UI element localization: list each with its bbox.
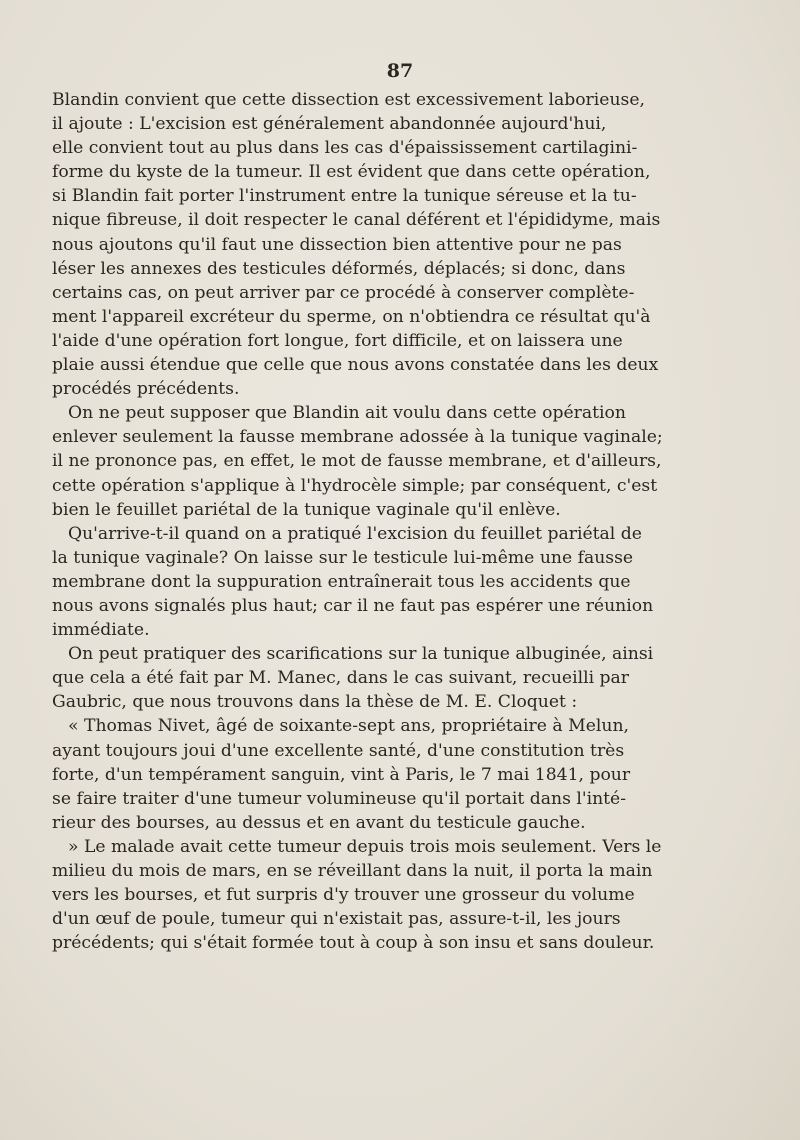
text-line: précédents; qui s'était formée tout à coup à son insu et sans douleur. bbox=[52, 933, 655, 954]
text-line: nique fibreuse, il doit respecter le canal déférent et l'épididyme, mais bbox=[52, 210, 661, 231]
text-line: la tunique vaginale? On laisse sur le testicule lui-même une fausse bbox=[52, 547, 634, 568]
paragraph bbox=[52, 401, 663, 521]
text-line: plaie aussi étendue que celle que nous avons constatée dans les deux bbox=[52, 355, 659, 376]
paragraph bbox=[52, 88, 661, 401]
text-line: cette opération s'applique à l'hydrocèle simple; par conséquent, c'est bbox=[52, 475, 658, 496]
text-line: elle convient tout au plus dans les cas d'épaississement cartilagini- bbox=[52, 138, 638, 159]
text-line: vers les bourses, et fut surpris d'y trouver une grosseur du volume bbox=[52, 885, 635, 906]
text-line: que cela a été fait par M. Manec, dans le cas suivant, recueilli par bbox=[52, 668, 630, 689]
text-line: ment l'appareil excréteur du sperme, on n'obtiendra ce résultat qu'à bbox=[52, 306, 651, 327]
text-line: Qu'arrive-t-il quand on a pratiqué l'excision du feuillet pariétal de bbox=[68, 523, 642, 544]
text-line: ayant toujours joui d'une excellente santé, d'une constitution très bbox=[52, 740, 625, 761]
text-line: Blandin convient que cette dissection est excessivement laborieuse, bbox=[52, 90, 645, 110]
text-line: procédés précédents. bbox=[52, 379, 240, 400]
paragraph bbox=[52, 642, 654, 714]
text-line: bien le feuillet pariétal de la tunique vaginale qu'il enlève. bbox=[52, 499, 561, 520]
text-line: nous avons signalés plus haut; car il ne faut pas espérer une réunion bbox=[52, 595, 654, 616]
text-line: forme du kyste de la tumeur. Il est évident que dans cette opération, bbox=[52, 162, 651, 183]
text-line: Gaubric, que nous trouvons dans la thèse de M. E. Cloquet : bbox=[52, 692, 578, 713]
text-line: léser les annexes des testicules déformés, déplacés; si donc, dans bbox=[52, 258, 626, 279]
page-number: 87 bbox=[386, 60, 414, 82]
text-line: forte, d'un tempérament sanguin, vint à Paris, le 7 mai 1841, pour bbox=[52, 764, 631, 785]
paragraph bbox=[52, 714, 631, 834]
text-line: d'un œuf de poule, tumeur qui n'existait pas, assure-t-il, les jours bbox=[52, 909, 621, 930]
text-line: membrane dont la suppuration entraînerait tous les accidents que bbox=[52, 571, 631, 592]
text-line: On ne peut supposer que Blandin ait voulu dans cette opération bbox=[68, 403, 626, 424]
text-line: rieur des bourses, au dessus et en avant du testicule gauche. bbox=[52, 812, 586, 833]
text-line: » Le malade avait cette tumeur depuis trois mois seulement. Vers le bbox=[68, 836, 662, 857]
text-line: certains cas, on peut arriver par ce procédé à conserver complète- bbox=[52, 282, 635, 303]
paragraph bbox=[52, 835, 662, 955]
text-line: milieu du mois de mars, en se réveillant dans la nuit, il porta la main bbox=[52, 861, 653, 881]
body-text bbox=[52, 88, 663, 955]
text-line: « Thomas Nivet, âgé de soixante-sept ans, propriétaire à Melun, bbox=[68, 716, 629, 737]
text-line: se faire traiter d'une tumeur volumineuse qu'il portait dans l'inté- bbox=[52, 788, 627, 809]
text-line: On peut pratiquer des scarifications sur la tunique albuginée, ainsi bbox=[68, 644, 654, 665]
text-line: enlever seulement la fausse membrane adossée à la tunique vaginale; bbox=[52, 427, 663, 448]
text-line: nous ajoutons qu'il faut une dissection bien attentive pour ne pas bbox=[52, 234, 622, 255]
text-line: il ajoute : L'excision est généralement abandonnée aujourd'hui, bbox=[52, 114, 607, 135]
text-line: il ne prononce pas, en effet, le mot de fausse membrane, et d'ailleurs, bbox=[52, 451, 662, 472]
text-line: si Blandin fait porter l'instrument entre la tunique séreuse et la tu- bbox=[52, 186, 637, 207]
paragraph bbox=[52, 522, 654, 642]
text-line: immédiate. bbox=[52, 620, 150, 641]
text-line: l'aide d'une opération fort longue, fort difficile, et on laissera une bbox=[52, 330, 623, 351]
